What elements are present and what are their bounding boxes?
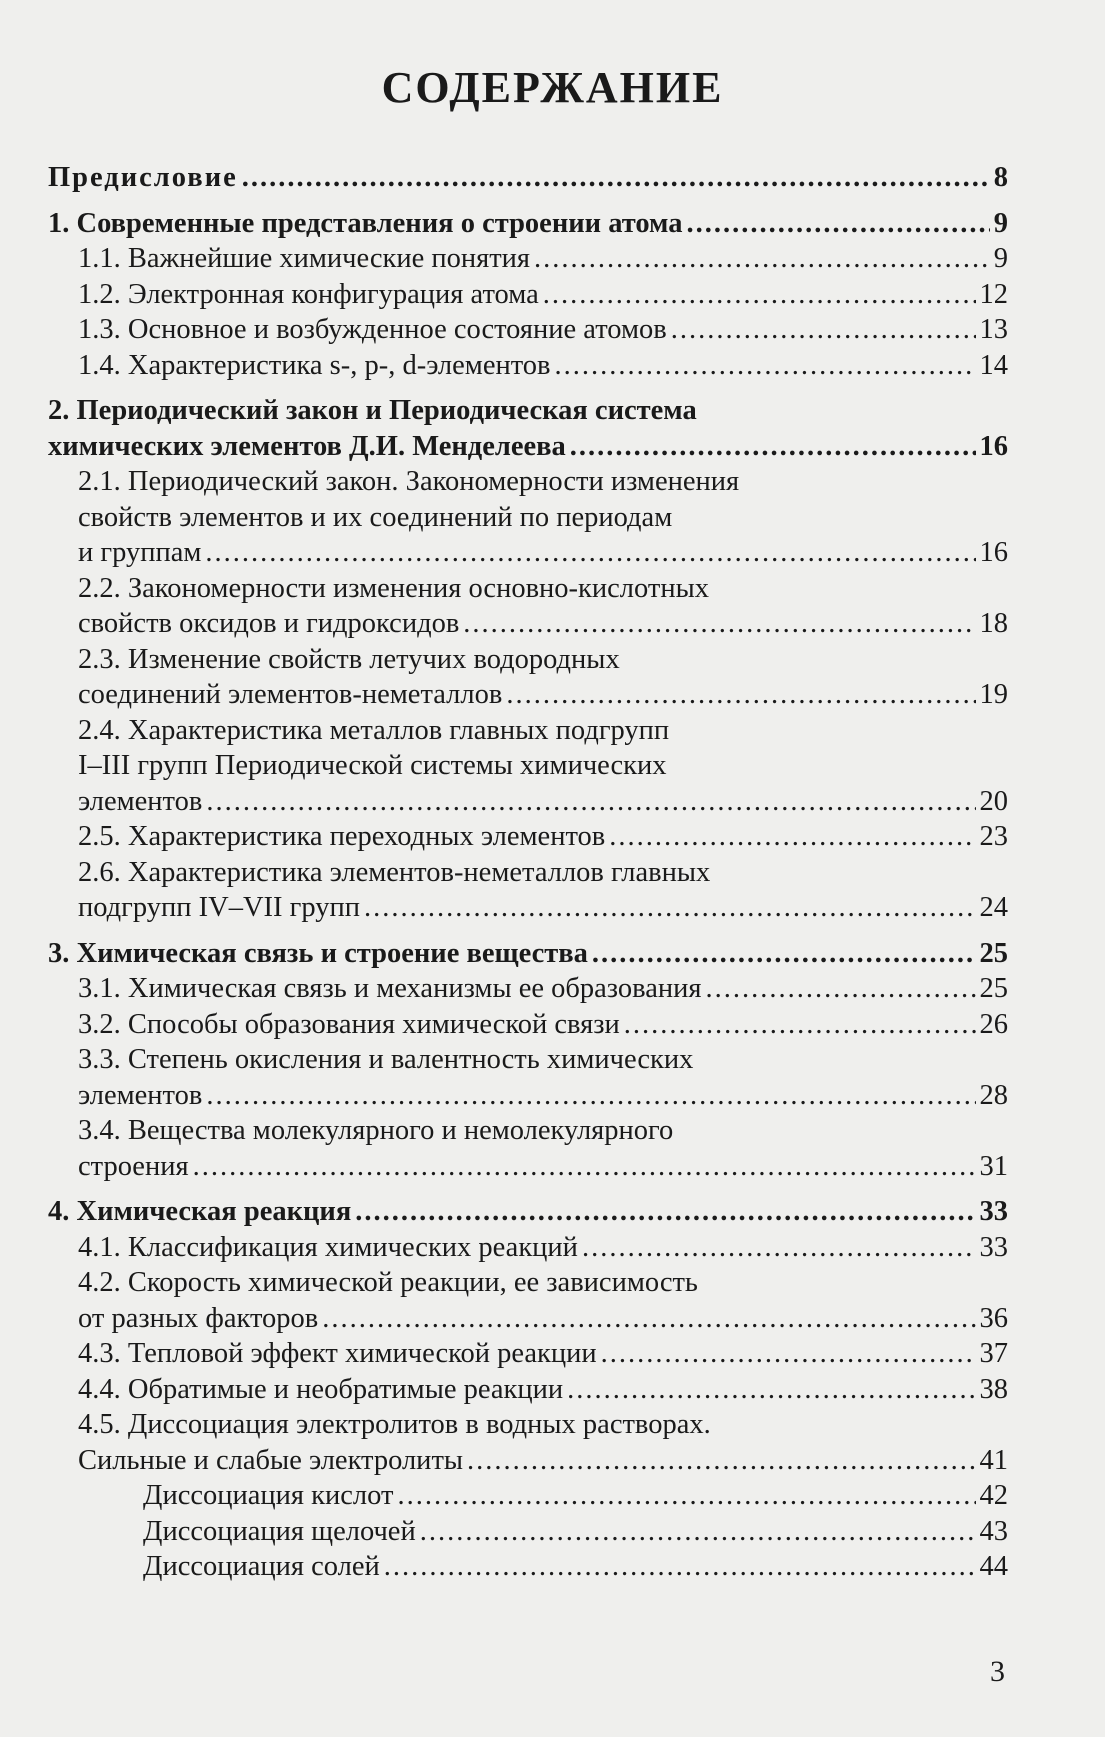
toc-entry-text: 1.2. Электронная конфигурация атома <box>78 278 539 310</box>
toc-entry[interactable] <box>48 1443 1008 1479</box>
toc-entry[interactable] <box>48 713 1008 749</box>
dot-leader <box>555 348 976 384</box>
toc-entry[interactable] <box>48 784 1008 820</box>
toc-entry-text: 4.3. Тепловой эффект химической реакции <box>78 1338 597 1369</box>
toc-entry[interactable] <box>48 1514 1008 1550</box>
toc-entry-text: 4.4. Обратимые и необратимые реакции <box>78 1373 564 1405</box>
toc-entry[interactable] <box>48 642 1008 678</box>
toc-entry-text: 3.4. Вещества молекулярного и немолекулярного <box>78 1115 674 1146</box>
toc-entry[interactable] <box>48 1078 1008 1114</box>
toc-entry-text: 3. Химическая связь и строение вещества <box>48 937 588 969</box>
toc-entry[interactable] <box>48 1230 1008 1266</box>
table-of-contents <box>48 160 1008 1585</box>
toc-entry[interactable] <box>48 748 1008 784</box>
toc-entry[interactable] <box>48 160 1008 196</box>
toc-entry[interactable] <box>48 1478 1008 1514</box>
toc-entry-text: свойств оксидов и гидроксидов <box>78 608 460 639</box>
toc-entry[interactable] <box>48 1042 1008 1078</box>
dot-leader <box>506 677 975 713</box>
toc-entry[interactable] <box>48 312 1008 348</box>
toc-entry-page: 20 <box>979 785 1008 817</box>
toc-entry[interactable] <box>48 1549 1008 1585</box>
toc-entry-page: 36 <box>979 1302 1008 1334</box>
dot-leader <box>567 1372 975 1408</box>
toc-entry-text: элементов <box>78 1079 203 1111</box>
toc-entry-page: 12 <box>979 278 1008 310</box>
toc-entry-text: Сильные и слабые электролиты <box>78 1444 464 1476</box>
toc-entry[interactable] <box>48 936 1008 972</box>
toc-entry-page: 26 <box>979 1008 1008 1040</box>
toc-entry[interactable] <box>48 1407 1008 1443</box>
toc-entry-text: 4.1. Классификация химических реакций <box>78 1231 578 1263</box>
dot-leader <box>543 277 976 313</box>
toc-entry-text: подгрупп IV–VII групп <box>78 892 360 923</box>
dot-leader <box>397 1478 975 1514</box>
toc-entry-text: и группам <box>78 537 202 568</box>
page-title: СОДЕРЖАНИЕ <box>381 63 724 112</box>
toc-entry[interactable] <box>48 500 1008 536</box>
toc-entry-text: 1.4. Характеристика s-, p-, d-элементов <box>78 349 551 381</box>
toc-entry[interactable] <box>48 1372 1008 1408</box>
dot-leader <box>420 1514 976 1550</box>
toc-entry-page: 16 <box>979 430 1008 462</box>
toc-entry[interactable] <box>48 464 1008 500</box>
toc-entry[interactable] <box>48 206 1008 242</box>
toc-entry-text: 4.2. Скорость химической реакции, ее зависимость <box>78 1267 698 1298</box>
dot-leader <box>463 606 975 642</box>
toc-entry[interactable] <box>48 1194 1008 1230</box>
toc-entry-page: 37 <box>979 1338 1008 1369</box>
dot-leader <box>384 1549 976 1585</box>
toc-entry-text: I–III групп Периодической системы химических <box>78 750 667 781</box>
toc-entry-page: 23 <box>979 821 1008 852</box>
toc-entry[interactable] <box>48 1007 1008 1043</box>
toc-entry-text: 4.5. Диссоциация электролитов в водных растворах. <box>78 1409 711 1440</box>
toc-entry[interactable] <box>48 535 1008 571</box>
toc-entry-text: 2.1. Периодический закон. Закономерности изменения <box>78 466 740 497</box>
dot-leader <box>242 160 990 196</box>
toc-entry-page: 8 <box>993 162 1008 193</box>
toc-entry-page: 24 <box>979 892 1008 923</box>
toc-entry-page: 14 <box>979 349 1008 381</box>
dot-leader <box>193 1149 976 1185</box>
toc-entry-page: 43 <box>979 1515 1008 1547</box>
toc-entry-page: 41 <box>979 1444 1008 1476</box>
toc-entry[interactable] <box>48 606 1008 642</box>
dot-leader <box>534 241 990 277</box>
toc-entry-page: 44 <box>979 1551 1008 1582</box>
dot-leader <box>322 1301 975 1337</box>
toc-entry-page: 18 <box>979 608 1008 639</box>
toc-entry[interactable] <box>48 677 1008 713</box>
toc-entry-page: 9 <box>993 243 1008 274</box>
toc-entry-page: 42 <box>979 1480 1008 1511</box>
toc-entry-page: 25 <box>979 973 1008 1004</box>
toc-entry-text: Диссоциация кислот <box>143 1480 394 1511</box>
toc-entry[interactable] <box>48 1265 1008 1301</box>
toc-entry[interactable] <box>48 1301 1008 1337</box>
toc-entry-text: элементов <box>78 785 203 817</box>
toc-entry-text: 1.1. Важнейшие химические понятия <box>78 243 531 274</box>
toc-entry-text: строения <box>78 1150 189 1182</box>
toc-entry[interactable] <box>48 1336 1008 1372</box>
toc-entry-text: соединений элементов-неметаллов <box>78 679 503 710</box>
dot-leader <box>671 312 976 348</box>
toc-entry[interactable] <box>48 348 1008 384</box>
dot-leader <box>467 1443 975 1479</box>
dot-leader <box>592 936 976 972</box>
toc-entry-page: 13 <box>979 314 1008 345</box>
toc-entry-text: 3.3. Степень окисления и валентность химических <box>78 1044 694 1075</box>
toc-entry-text: 1. Современные представления о строении атома <box>48 207 683 239</box>
dot-leader <box>624 1007 976 1043</box>
toc-entry[interactable] <box>48 855 1008 891</box>
dot-leader <box>206 1078 975 1114</box>
toc-entry-text: 2.5. Характеристика переходных элементов <box>78 821 606 852</box>
toc-entry-text: Диссоциация солей <box>143 1551 380 1582</box>
toc-entry-text: 3.2. Способы образования химической связи <box>78 1008 620 1040</box>
toc-entry[interactable] <box>48 1113 1008 1149</box>
page-number: 3 <box>990 1655 1005 1688</box>
dot-leader <box>364 890 976 926</box>
dot-leader <box>687 206 990 242</box>
toc-entry-text: 2.6. Характеристика элементов-неметаллов главных <box>78 856 711 888</box>
dot-leader <box>601 1336 976 1372</box>
toc-entry-text: 3.1. Химическая связь и механизмы ее образования <box>78 973 702 1004</box>
toc-entry-text: свойств элементов и их соединений по периодам <box>78 501 673 533</box>
dot-leader <box>706 971 976 1007</box>
toc-entry-page: 9 <box>993 207 1008 239</box>
toc-entry-text: 1.3. Основное и возбужденное состояние атомов <box>78 314 667 345</box>
toc-entry-text: 2.4. Характеристика металлов главных подгрупп <box>78 714 670 746</box>
toc-entry[interactable] <box>48 890 1008 926</box>
toc-entry[interactable] <box>48 1149 1008 1185</box>
toc-entry[interactable] <box>48 393 1008 429</box>
toc-entry[interactable] <box>48 819 1008 855</box>
toc-entry-text: от разных факторов <box>78 1302 319 1334</box>
toc-entry-page: 33 <box>979 1196 1008 1227</box>
dot-leader <box>609 819 975 855</box>
dot-leader <box>206 784 975 820</box>
dot-leader <box>570 429 976 465</box>
toc-entry-page: 38 <box>979 1373 1008 1405</box>
toc-entry[interactable] <box>48 429 1008 465</box>
toc-entry[interactable] <box>48 971 1008 1007</box>
toc-entry-page: 19 <box>979 679 1008 710</box>
toc-entry-text: 2. Периодический закон и Периодическая система <box>48 395 697 426</box>
toc-entry-text: 4. Химическая реакция <box>48 1196 352 1227</box>
toc-entry-page: 33 <box>979 1231 1008 1263</box>
toc-entry-text: химических элементов Д.И. Менделеева <box>48 430 566 462</box>
dot-leader <box>582 1230 976 1266</box>
dot-leader <box>355 1194 975 1230</box>
toc-entry-page: 25 <box>979 937 1008 969</box>
toc-entry-text: Предисловие <box>48 162 238 193</box>
toc-entry-page: 31 <box>979 1150 1008 1182</box>
dot-leader <box>205 535 975 571</box>
toc-entry-text: 2.2. Закономерности изменения основно-кислотных <box>78 572 709 604</box>
toc-entry[interactable] <box>48 277 1008 313</box>
toc-entry[interactable] <box>48 241 1008 277</box>
toc-entry-text: 2.3. Изменение свойств летучих водородных <box>78 643 620 675</box>
toc-entry-page: 28 <box>979 1079 1008 1111</box>
toc-entry-page: 16 <box>979 537 1008 568</box>
toc-entry-text: Диссоциация щелочей <box>143 1515 416 1547</box>
toc-entry[interactable] <box>48 571 1008 607</box>
